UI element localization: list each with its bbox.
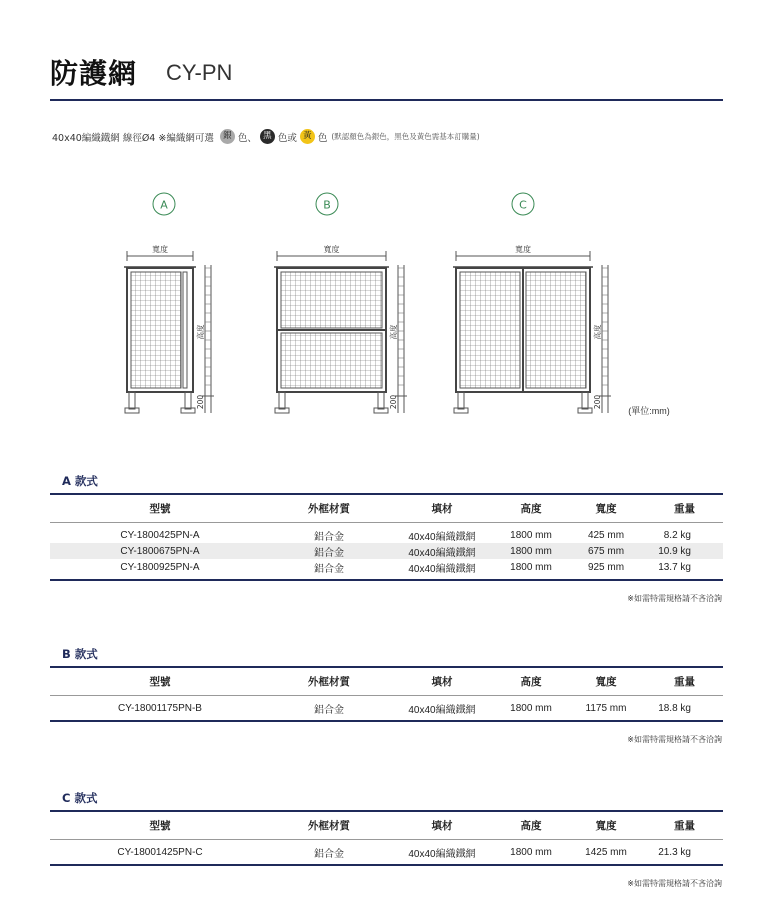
table-header-row [50, 668, 723, 696]
table-row [50, 543, 723, 559]
table-cell: 40x40編織鐵網 [408, 531, 476, 543]
column-header: 外框材質 [308, 820, 350, 832]
custom-spec-footnote: ※如需特需規格請不吝洽詢 [627, 879, 722, 888]
table-row [50, 559, 723, 575]
table-cell: 425 mm [587, 529, 625, 541]
table-cell: CY-18001425PN-C [117, 846, 203, 858]
mesh-area-upper [281, 272, 382, 328]
table-cell: CY-1800675PN-A [120, 545, 200, 557]
base-dimension-label: 200 [196, 394, 205, 410]
table-bottom-rule [50, 720, 723, 722]
column-header: 寬度 [595, 676, 617, 688]
base-dimension-label: 200 [389, 394, 398, 410]
column-header: 外框材質 [308, 676, 350, 688]
width-label: 寬度 [152, 245, 168, 254]
yellow-color-dot: 黃 [300, 129, 315, 144]
column-header: 型號 [149, 503, 171, 515]
table-cell: CY-18001175PN-B [118, 702, 202, 714]
table-cell: 1800 mm [510, 846, 552, 858]
spec-text: 40x40編織鐵網 線徑Ø4 ※編織網可選 [52, 132, 214, 144]
column-header: 高度 [520, 503, 542, 515]
section-title: C 款式 [62, 791, 98, 805]
table-cell: 13.7 kg [658, 561, 691, 573]
table-cell: 40x40編織鐵網 [408, 704, 476, 716]
table-cell: 鋁合金 [314, 563, 344, 575]
table-row [50, 844, 723, 860]
diagram-label-a: A [160, 198, 168, 212]
table-bottom-rule [50, 579, 723, 581]
spec-line [52, 129, 480, 144]
default-color-note: (默認顏色為銀色，黑色及黃色需基本訂購量) [331, 132, 480, 141]
table-cell: 鋁合金 [314, 848, 344, 860]
table-cell: 40x40編織鐵網 [408, 547, 476, 559]
mesh-area [131, 272, 181, 388]
table-cell: 675 mm [587, 545, 625, 557]
custom-spec-footnote: ※如需特需規格請不吝洽詢 [627, 594, 722, 603]
table-cell: 40x40編織鐵網 [408, 848, 476, 860]
column-header: 填材 [431, 820, 453, 832]
column-header: 重量 [674, 503, 695, 515]
diagram-label-c: C [519, 198, 527, 212]
mesh-area-left [460, 272, 520, 388]
height-label: 高度 [196, 324, 205, 340]
column-header: 重量 [674, 820, 695, 832]
yellow-suffix: 色 [317, 132, 328, 144]
table-cell: 鋁合金 [314, 531, 344, 543]
table-cell: 1800 mm [510, 545, 552, 557]
column-header: 高度 [520, 820, 542, 832]
silver-suffix: 色、 [237, 132, 257, 144]
table-header-row [50, 495, 723, 523]
diagram-label-b: B [323, 198, 331, 212]
section-title: B 款式 [62, 647, 98, 661]
height-label: 高度 [593, 324, 602, 340]
table-cell: 1800 mm [510, 561, 552, 573]
table-cell: 18.8 kg [658, 702, 691, 714]
panel-leg [378, 392, 384, 409]
width-label: 寬度 [515, 245, 531, 254]
side-rail [183, 272, 187, 388]
mesh-area-right [526, 272, 586, 388]
table-cell: CY-1800925PN-A [120, 561, 200, 573]
table-cell: 1175 mm [585, 702, 627, 714]
base-dimension-label: 200 [593, 394, 602, 410]
column-header: 型號 [149, 676, 171, 688]
table-bottom-rule [50, 864, 723, 866]
table-cell: 1425 mm [585, 846, 627, 858]
table-cell: CY-1800425PN-A [120, 529, 200, 541]
page-title: 防護網 [50, 57, 138, 90]
table-cell: 鋁合金 [314, 547, 344, 559]
table-cell: 21.3 kg [658, 846, 691, 858]
table-cell: 鋁合金 [314, 704, 344, 716]
panel-leg [185, 392, 191, 409]
panel-leg [458, 392, 464, 409]
silver-color-dot: 銀 [220, 129, 235, 144]
column-header: 填材 [431, 676, 453, 688]
table-cell: 40x40編織鐵網 [408, 563, 476, 575]
width-label: 寬度 [323, 245, 340, 254]
table-cell: 10.9 kg [658, 545, 691, 557]
black-color-dot: 黑 [260, 129, 275, 144]
black-suffix: 色或 [277, 132, 297, 144]
spec-table [50, 666, 723, 722]
panel-leg [129, 392, 135, 409]
column-header: 型號 [149, 820, 171, 832]
mesh-area-lower [281, 333, 382, 388]
table-cell: 1800 mm [510, 529, 552, 541]
table-row [50, 527, 723, 543]
table-cell: 925 mm [587, 561, 625, 573]
column-header: 寬度 [595, 503, 617, 515]
column-header: 填材 [431, 503, 453, 515]
panel-leg [582, 392, 588, 409]
custom-spec-footnote: ※如需特需規格請不吝洽詢 [627, 735, 722, 744]
table-header-row [50, 812, 723, 840]
height-label: 高度 [389, 324, 398, 340]
section-title: A 款式 [62, 474, 98, 488]
spec-table [50, 493, 723, 581]
column-header: 重量 [674, 676, 695, 688]
panel-diagrams [0, 185, 768, 435]
page-subtitle: CY-PN [166, 60, 233, 85]
table-cell: 1800 mm [510, 702, 552, 714]
column-header: 寬度 [595, 820, 617, 832]
spec-table [50, 810, 723, 866]
title-divider [50, 99, 723, 101]
column-header: 外框材質 [308, 503, 350, 515]
column-header: 高度 [520, 676, 542, 688]
table-row [50, 700, 723, 716]
panel-leg [279, 392, 285, 409]
unit-note: (單位:mm) [628, 406, 670, 416]
table-cell: 8.2 kg [663, 529, 691, 541]
